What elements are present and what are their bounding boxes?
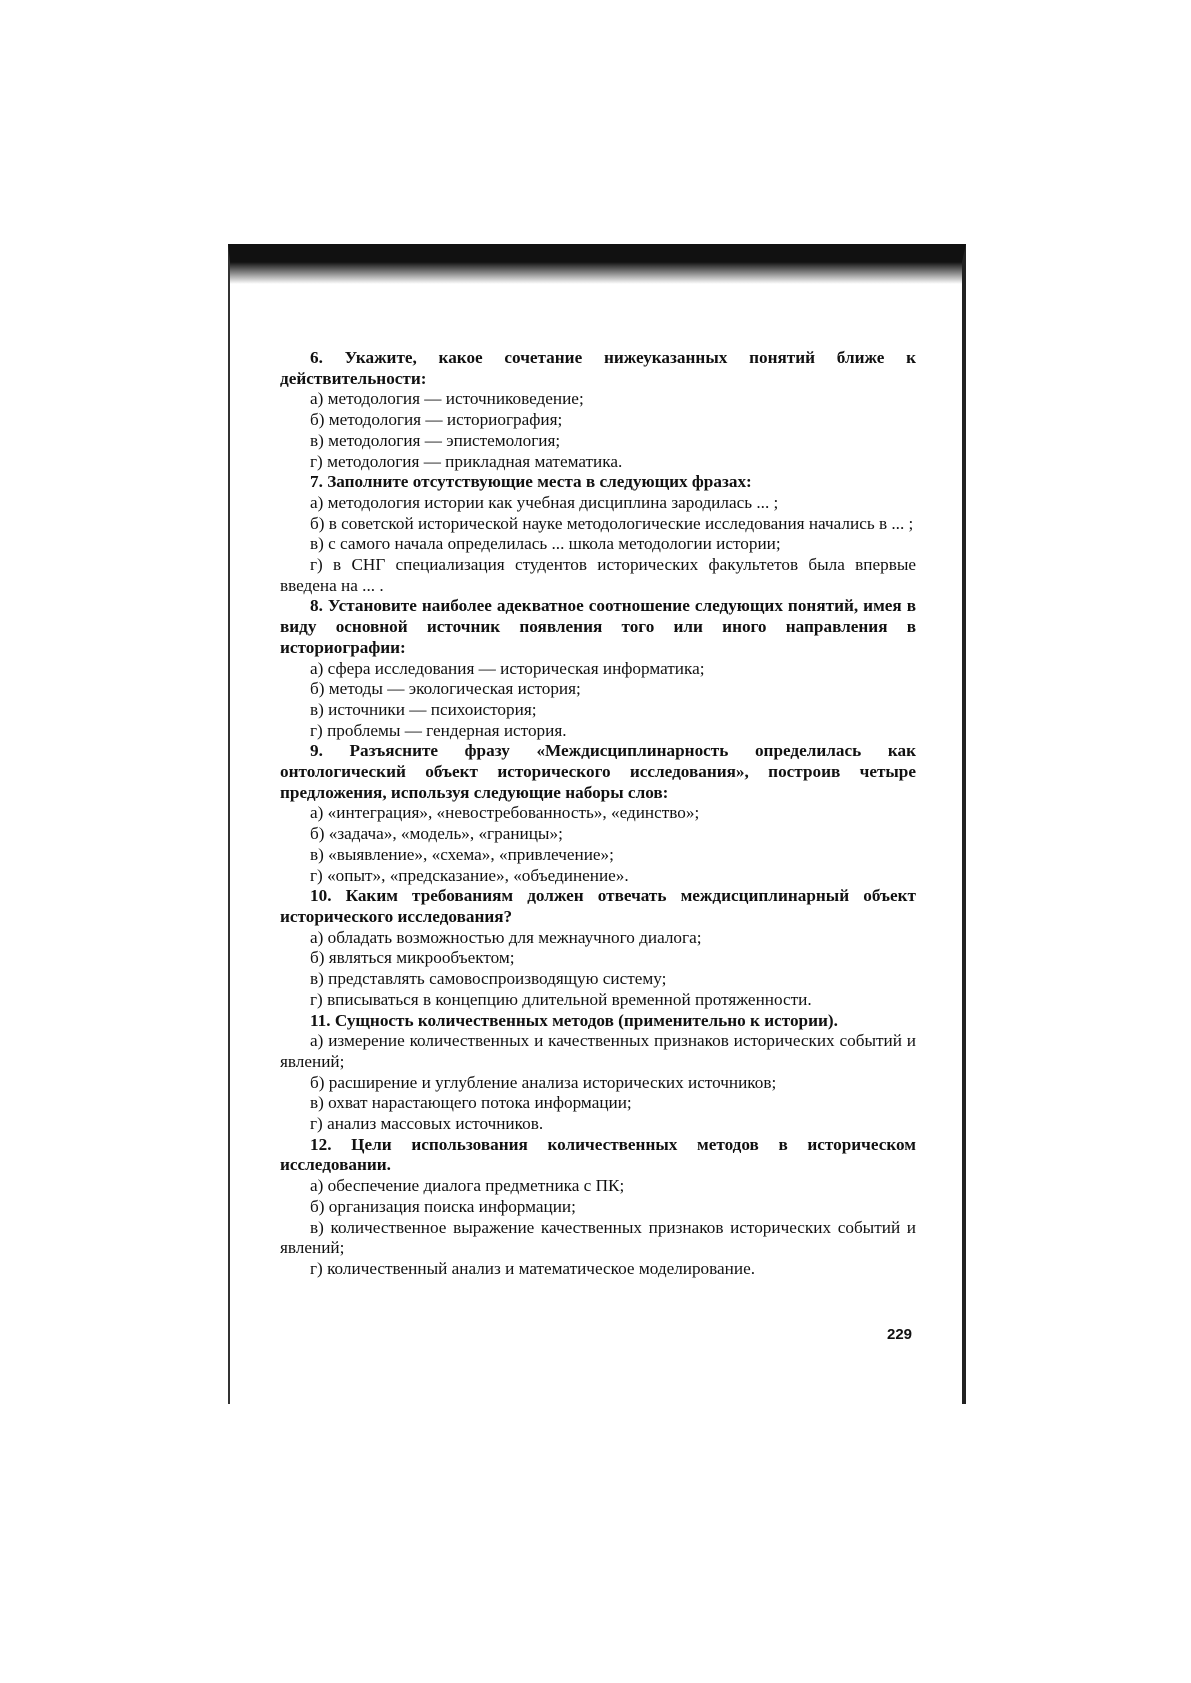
answer-item: г) проблемы — гендерная история. [310, 720, 567, 740]
page-number: 229 [887, 1326, 913, 1343]
answer-item: в) методология — эпистемология; [310, 430, 561, 450]
answer-item: а) сфера исследования — историческая информатика; [310, 658, 705, 678]
answer-item: б) в советской исторической науке методологические исследования начались в ... ; [310, 513, 914, 533]
question-title: 6. Укажите, какое сочетание нижеуказанных понятий ближе к действительности: [280, 348, 916, 388]
question-11 [280, 1011, 916, 1135]
question-title: 8. Установите наиболее адекватное соотношение следующих понятий, имея в виду основной источник появления того или иного направления в историографии: [280, 596, 916, 657]
answer-item: б) являться микрообъектом; [310, 948, 515, 968]
answer-item: а) методология — источниковедение; [310, 389, 584, 409]
answer-item: б) «задача», «модель», «границы»; [310, 824, 563, 844]
question-title: 7. Заполните отсутствующие места в следующих фразах: [310, 472, 752, 492]
question-10 [280, 886, 916, 1010]
answer-item: в) количественное выражение качественных признаков исторических событий и явлений; [280, 1217, 916, 1258]
question-title: 12. Цели использования количественных методов в историческом исследовании. [280, 1134, 916, 1175]
answer-item: в) источники — психоистория; [310, 699, 537, 719]
answer-item: г) анализ массовых источников. [310, 1114, 544, 1134]
question-6 [280, 348, 916, 472]
question-title: 10. Каким требованиям должен отвечать междисциплинарный объект исторического исследования? [280, 886, 916, 926]
answer-item: а) методология истории как учебная дисциплина зародилась ... ; [310, 492, 779, 512]
answer-item: б) методы — экологическая история; [310, 679, 581, 699]
answer-item: г) «опыт», «предсказание», «объединение». [310, 865, 629, 885]
answer-item: г) количественный анализ и математическое моделирование. [310, 1258, 755, 1278]
question-12 [280, 1135, 916, 1280]
answer-item: г) методология — прикладная математика. [310, 451, 623, 471]
question-7 [280, 472, 916, 596]
answer-item: в) представлять самовоспроизводящую систему; [310, 969, 667, 989]
question-8 [280, 596, 916, 741]
answer-item: а) обеспечение диалога предметника с ПК; [310, 1176, 625, 1196]
answer-item: в) охват нарастающего потока информации; [310, 1093, 632, 1113]
answer-item: б) расширение и углубление анализа исторических источников; [310, 1072, 777, 1092]
page-body [280, 348, 916, 1280]
answer-item: б) организация поиска информации; [310, 1196, 576, 1216]
question-title: 11. Сущность количественных методов (применительно к истории). [310, 1010, 838, 1030]
answer-item: а) «интеграция», «невостребованность», «единство»; [310, 803, 700, 823]
answer-item: г) в СНГ специализация студентов исторических факультетов была впервые введена на ... . [280, 555, 916, 595]
answer-item: б) методология — историография; [310, 410, 563, 430]
answer-item: а) обладать возможностью для межнаучного диалога; [310, 927, 702, 947]
question-title: 9. Разъясните фразу «Междисциплинарность определилась как онтологический объект исторического исследования», построив четыре предложения, используя следующие наборы слов: [280, 741, 916, 802]
answer-item: г) вписываться в концепцию длительной временной протяженности. [310, 989, 812, 1009]
question-9 [280, 741, 916, 886]
answer-item: в) с самого начала определилась ... школа методологии истории; [310, 534, 781, 554]
answer-item: а) измерение количественных и качественных признаков исторических событий и явлений; [280, 1031, 916, 1071]
answer-item: в) «выявление», «схема», «привлечение»; [310, 844, 614, 864]
